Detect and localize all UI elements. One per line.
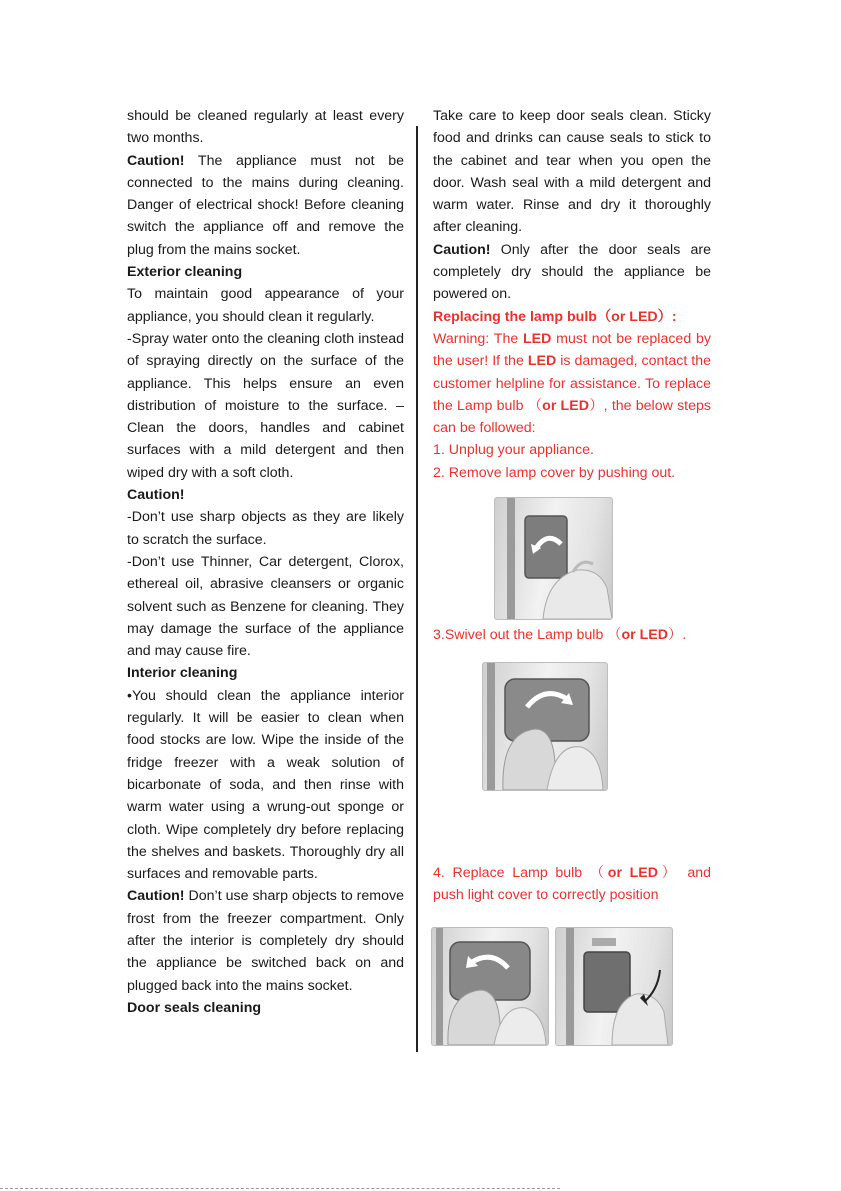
door-seals-heading: Door seals cleaning (127, 999, 262, 1016)
step-1: 1. Unplug your appliance. (433, 442, 594, 459)
interior-cleaning-heading: Interior cleaning (127, 665, 238, 682)
door-seals-text: Take care to keep door seals clean. Sticky food and drinks can cause seals to stick to the cabinet and tear when you open the door. Wash seal with a mild detergent and warm water. Rinse and dry it thoroughly after cleaning. (433, 108, 711, 236)
lamp-replacement-heading (433, 306, 711, 328)
lamp-heading-part: or LED (611, 308, 658, 325)
step-4-part: 4. Replace Lamp bulb （ (433, 865, 608, 881)
step-3 (433, 624, 711, 646)
exterior-text-1: To maintain good appearance of your appliance, you should clean it regularly. (127, 286, 404, 325)
step-3-part: ）. (668, 627, 687, 643)
lamp-heading-part: ）: (657, 308, 677, 325)
push-cover-illustration (556, 928, 672, 1045)
warning-part: Warning: The (433, 330, 524, 347)
step-3-block (433, 624, 711, 646)
replace-bulb-illustration (432, 928, 548, 1045)
exterior-text-2: -Spray water onto the cleaning cloth instead of spraying directly on the surface of the appliance. This helps ensure an even distribution of moisture to the surface. –Clean the doors, handles and cabinet surfaces with a mild detergent and then wiped dry with a soft cloth. (127, 330, 404, 481)
right-column (433, 105, 711, 484)
caution-door-seals (433, 239, 711, 306)
left-column (127, 105, 404, 1019)
step-4-photo-cover (555, 927, 673, 1046)
column-divider (416, 126, 418, 1052)
step-4-part: ） and push light cover to correctly position (433, 865, 711, 904)
caution-label: Caution! (127, 152, 185, 169)
caution-heading: Caution! (127, 487, 185, 504)
step-4-photo-bulb (431, 927, 549, 1046)
caution-label: Caution! (433, 241, 491, 258)
warning-led: LED (527, 353, 557, 370)
warning-led: or LED (542, 397, 589, 414)
bottom-dashed-line (0, 1188, 560, 1189)
step-2: 2. Remove lamp cover by pushing out. (433, 464, 676, 481)
step-4 (433, 862, 711, 907)
swivel-bulb-illustration (483, 663, 607, 790)
caution-text: The appliance must not be connected to the mains during cleaning. Danger of electrical shock! Before cleaning switch the appliance off and remove the plug from the mains socket. (127, 152, 404, 258)
warning-part: is damaged, contact the customer helpline for assistance. To replace the Lamp bulb （ (433, 353, 711, 414)
warning-part: ）, the below steps can be followed: (433, 397, 711, 437)
step-3-photo (482, 662, 608, 791)
remove-cover-illustration (495, 498, 612, 619)
warning-part: must not be replaced by the user! If the (433, 330, 711, 370)
caution-text: Don’t use sharp objects to remove frost from the freezer compartment. Only after the interior is completely dry should the appliance be switched back on and plugged back into the mains socket. (127, 888, 404, 994)
interior-text: •You should clean the appliance interior regularly. It will be easier to clean when food stocks are low. Wipe the inside of the fridge freezer with a weak solution of bicarbonate of soda, and then rinse with warm water using a wrung-out sponge or cloth. Wipe completely dry before replacing the shelves and baskets. Thoroughly dry all surfaces and removable parts. (127, 687, 404, 883)
caution-sharp-objects: -Don’t use sharp objects as they are likely to scratch the surface. (127, 509, 404, 548)
caution-solvents: -Don’t use Thinner, Car detergent, Clorox, ethereal oil, abrasive cleansers or organic solvent such as Benzene for cleaning. They may damage the surface of the appliance and may cause fire. (127, 553, 404, 660)
warning-led: LED (523, 330, 552, 347)
led-warning (433, 328, 711, 439)
caution-label: Caution! (127, 888, 185, 905)
step-3-led: or LED (621, 627, 668, 643)
exterior-cleaning-heading: Exterior cleaning (127, 264, 243, 281)
step-3-part: 3.Swivel out the Lamp bulb （ (433, 627, 622, 643)
intro-text: should be cleaned regularly at least every two months. (127, 108, 404, 147)
lamp-heading-part: Replacing the lamp bulb（ (433, 308, 612, 325)
step-4-led: or LED (607, 865, 659, 881)
step-2-photo (494, 497, 613, 620)
caution-text: Only after the door seals are completely dry should the appliance be powered on. (433, 241, 711, 303)
caution-frost (127, 885, 404, 996)
caution-electrical (127, 150, 404, 261)
step-4-block (433, 862, 711, 907)
